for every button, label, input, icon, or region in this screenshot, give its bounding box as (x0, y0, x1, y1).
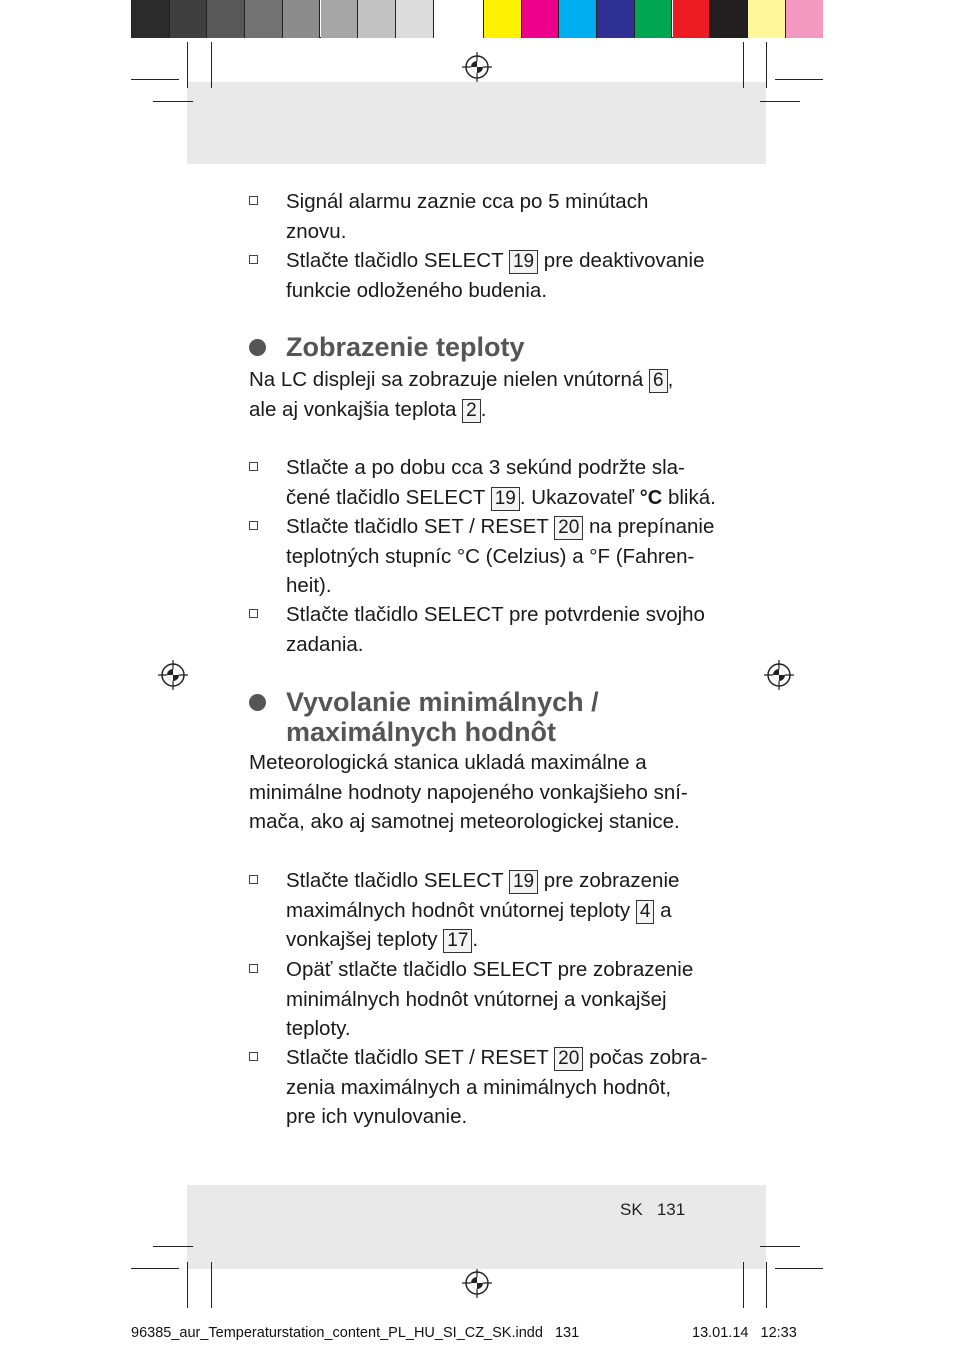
square-bullet-icon (249, 521, 258, 530)
list-item: Opäť stlačte tlačidlo SELECT pre zobrazenie minimálnych hodnôt vnútornej a vonkajšej teploty. (249, 955, 719, 1044)
list-item: Stlačte tlačidlo SELECT pre potvrdenie svojho zadania. (249, 600, 719, 659)
color-swatch (673, 0, 711, 38)
gray-swatch (396, 0, 434, 38)
square-bullet-icon (249, 875, 258, 884)
part-number-ref: 19 (509, 870, 538, 894)
file-slug: 96385_aur_Temperaturstation_content_PL_HU_SI_CZ_SK.indd 131 (131, 1325, 580, 1341)
crop-mark (775, 79, 823, 80)
square-bullet-icon (249, 462, 258, 471)
header-panel (187, 82, 766, 164)
color-swatch (635, 0, 673, 38)
celsius-symbol: °C (639, 486, 663, 509)
heading-bullet-icon (249, 694, 266, 711)
crop-mark (775, 1268, 823, 1269)
crop-mark (760, 1246, 800, 1247)
square-bullet-icon (249, 1052, 258, 1061)
list-item: Stlačte tlačidlo SET / RESET 20 počas zobra- zenia maximálnych a minimálnych hodnôt, pre ich vynulovanie. (249, 1043, 719, 1132)
section-heading: Vyvolanie minimálnych / maximálnych hodnôt (249, 687, 729, 747)
crop-mark (131, 79, 179, 80)
crop-mark (187, 42, 188, 88)
part-number-ref: 19 (491, 487, 520, 511)
page-number: SK 131 (620, 1200, 686, 1219)
crop-mark (743, 42, 744, 88)
gray-swatch (283, 0, 321, 38)
registration-mark-icon (462, 1268, 492, 1298)
color-swatch (559, 0, 597, 38)
square-bullet-icon (249, 964, 258, 973)
heading-bullet-icon (249, 339, 266, 356)
footer-panel (187, 1185, 766, 1269)
section-heading: Zobrazenie teploty (249, 332, 729, 362)
square-bullet-icon (249, 196, 258, 205)
color-swatch (786, 0, 824, 38)
gray-swatch (170, 0, 208, 38)
list-item: Stlačte a po dobu cca 3 sekúnd podržte sla- čené tlačidlo SELECT 19 . Ukazovateľ °C bliká. (249, 453, 719, 513)
color-swatch (710, 0, 748, 38)
part-number-ref: 6 (649, 369, 668, 393)
list-item: Signál alarmu zaznie cca po 5 minútach znovu. (249, 187, 719, 246)
color-swatch (597, 0, 635, 38)
date-slug: 13.01.14 12:33 (692, 1325, 797, 1341)
part-number-ref: 20 (554, 1047, 583, 1071)
part-number-ref: 4 (636, 900, 655, 924)
crop-mark (153, 1246, 193, 1247)
list-item: Stlačte tlačidlo SELECT 19 pre zobrazenie maximálnych hodnôt vnútornej teploty 4 a vonkajšej teploty 17 . (249, 866, 719, 955)
crop-mark (187, 1262, 188, 1308)
color-swatch (484, 0, 522, 38)
part-number-ref: 2 (462, 399, 481, 423)
gray-swatch (321, 0, 359, 38)
registration-mark-icon (764, 660, 794, 690)
list-item: Stlačte tlačidlo SET / RESET 20 na prepínanie teplotných stupníc °C (Celzius) a °F (Fahren- heit). (249, 512, 719, 601)
part-number-ref: 20 (554, 516, 583, 540)
square-bullet-icon (249, 255, 258, 264)
gray-swatch (358, 0, 396, 38)
gray-swatch (434, 0, 472, 38)
part-number-ref: 17 (443, 929, 472, 953)
registration-mark-icon (158, 660, 188, 690)
square-bullet-icon (249, 609, 258, 618)
color-swatch (522, 0, 560, 38)
crop-mark (211, 42, 212, 88)
registration-mark-icon (462, 52, 492, 82)
crop-mark (211, 1262, 212, 1308)
gray-swatch (207, 0, 245, 38)
section-intro: Na LC displeji sa zobrazuje nielen vnútorná 6 , ale aj vonkajšia teplota 2 . (249, 368, 674, 421)
part-number-ref: 19 (509, 250, 538, 274)
list-item: Stlačte tlačidlo SELECT 19 pre deaktivovanie funkcie odloženého budenia. (249, 246, 719, 305)
crop-mark (766, 42, 767, 88)
crop-mark (153, 101, 193, 102)
section-intro: Meteorologická stanica ukladá maximálne a minimálne hodnoty napojeného vonkajšieho sní- mača, ako aj samotnej meteorologickej stanice. (249, 751, 688, 833)
gray-swatch (245, 0, 283, 38)
crop-mark (743, 1262, 744, 1308)
crop-mark (131, 1268, 179, 1269)
color-swatch (748, 0, 786, 38)
gray-swatch (132, 0, 170, 38)
crop-mark (766, 1262, 767, 1308)
crop-mark (760, 101, 800, 102)
